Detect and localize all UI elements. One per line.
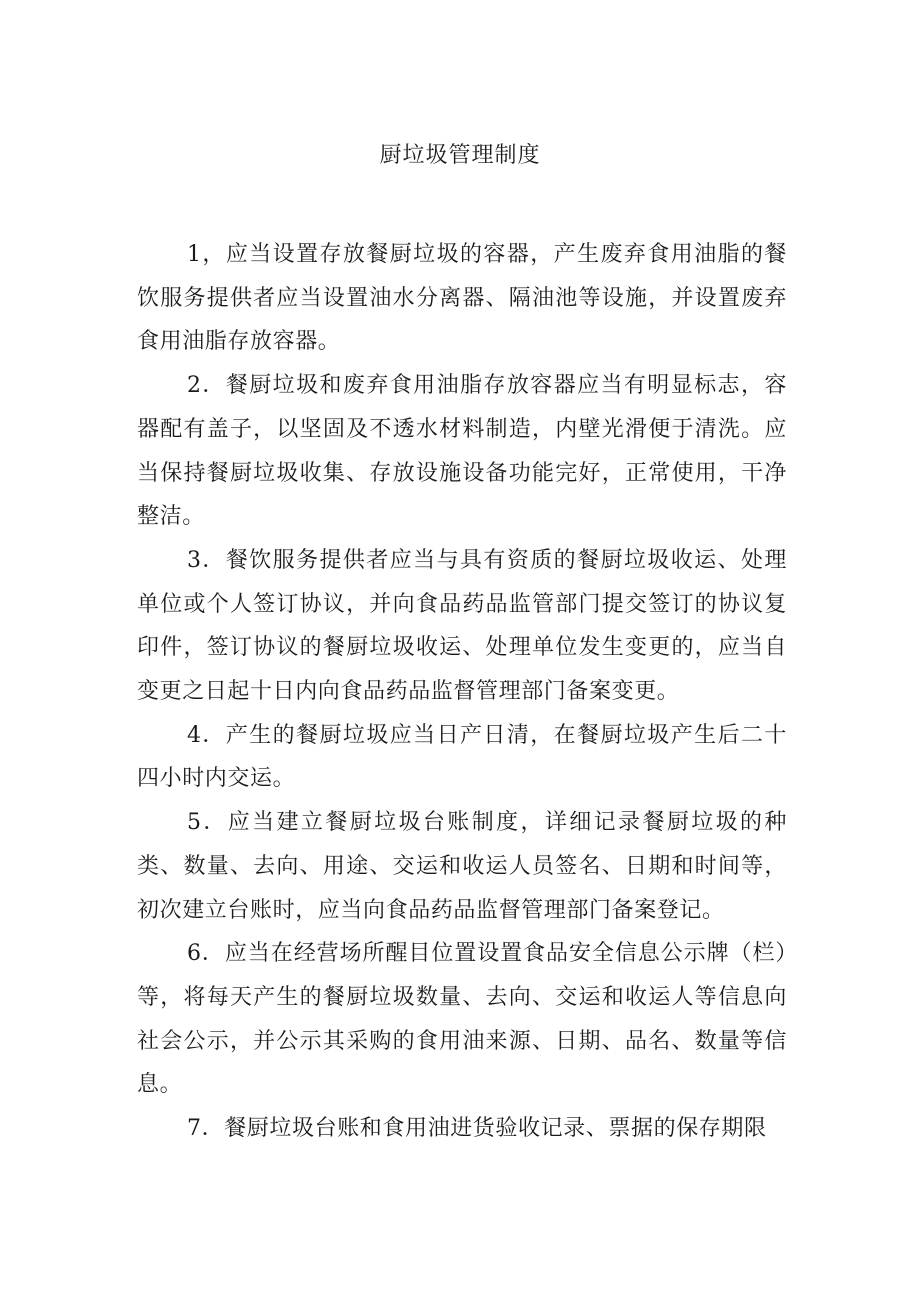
document-body: [137, 233, 787, 1151]
paragraph-2: 2．餐厨垃圾和废弃食用油脂存放容器应当有明显标志，容器配有盖子，以坚固及不透水材料制造，内壁光滑便于清洗。应当保持餐厨垃圾收集、存放设施设备功能完好，正常使用，干净整洁。: [137, 373, 787, 530]
paragraph-4: 4．产生的餐厨垃圾应当日产日清，在餐厨垃圾产生后二十四小时内交运。: [137, 722, 787, 792]
paragraph-5: 5．应当建立餐厨垃圾台账制度，详细记录餐厨垃圾的种类、数量、去向、用途、交运和收运人员签名、日期和时间等，初次建立台账时，应当向食品药品监督管理部门备案登记。: [137, 810, 787, 923]
paragraph-1: 1，应当设置存放餐厨垃圾的容器，产生废弃食用油脂的餐饮服务提供者应当设置油水分离器、隔油池等设施，并设置废弃食用油脂存放容器。: [137, 242, 787, 355]
paragraph-6: 6．应当在经营场所醒目位置设置食品安全信息公示牌（栏）等，将每天产生的餐厨垃圾数量、去向、交运和收运人等信息向社会公示，并公示其采购的食用油来源、日期、品名、数量等信息。: [137, 941, 787, 1098]
document-title: 厨垃圾管理制度: [379, 143, 541, 168]
paragraph-3: 3．餐饮服务提供者应当与具有资质的餐厨垃圾收运、处理单位或个人签订协议，并向食品药品监管部门提交签订的协议复印件，签订协议的餐厨垃圾收运、处理单位发生变更的，应当自变更之日起十日内向食品药品监督管理部门备案变更。: [137, 547, 787, 705]
paragraph-7: 7．餐厨垃圾台账和食用油进货验收记录、票据的保存期限: [187, 1116, 767, 1142]
